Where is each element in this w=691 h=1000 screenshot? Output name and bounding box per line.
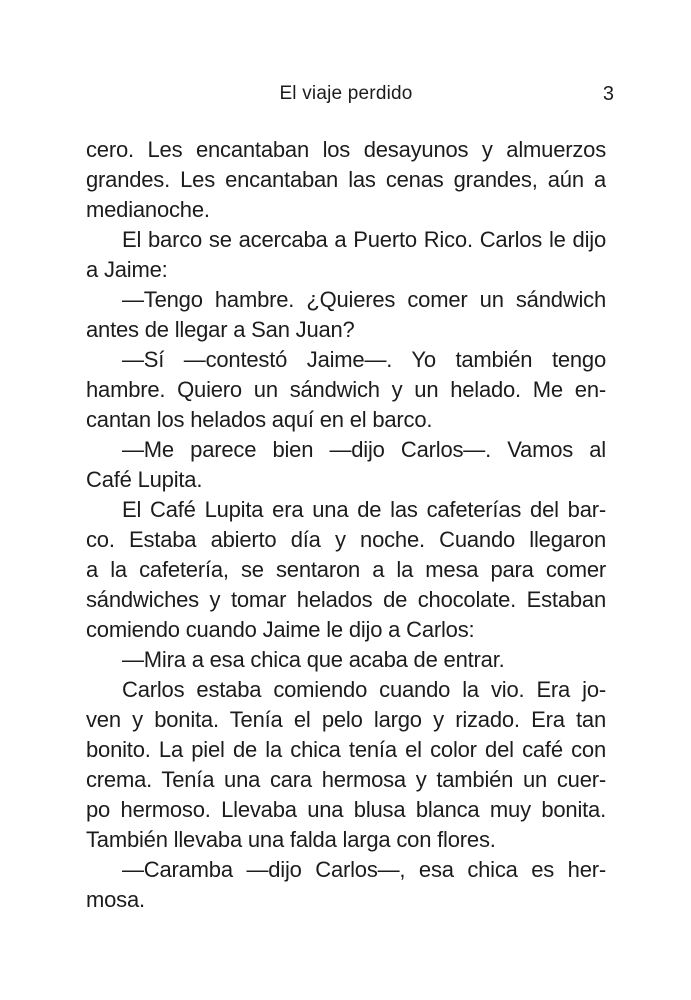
running-head: [86, 80, 614, 108]
text-line: a Jaime:: [86, 257, 168, 282]
text-line: crema. Tenía una cara hermosa y también un cuer-: [86, 767, 606, 792]
text-line: mosa.: [86, 887, 145, 912]
text-line: cantan los helados aquí en el barco.: [86, 407, 433, 432]
text-line: También llevaba una falda larga con flores.: [86, 827, 496, 852]
text-line: grandes. Les encantaban las cenas grandes, aún a: [86, 167, 606, 192]
text-line: comiendo cuando Jaime le dijo a Carlos:: [86, 617, 475, 642]
text-line: ven y bonita. Tenía el pelo largo y rizado. Era tan: [86, 707, 606, 732]
text-line: —Sí —contestó Jaime—. Yo también tengo: [122, 347, 606, 372]
text-line: antes de llegar a San Juan?: [86, 317, 355, 342]
text-line: —Me parece bien —dijo Carlos—. Vamos al: [122, 437, 606, 462]
body-text: [86, 135, 606, 915]
text-line: Carlos estaba comiendo cuando la vio. Era jo-: [122, 677, 606, 702]
text-line: hambre. Quiero un sándwich y un helado. Me en-: [86, 377, 606, 402]
page-number: 3: [602, 83, 614, 105]
text-line: —Tengo hambre. ¿Quieres comer un sándwich: [122, 287, 606, 312]
text-line: —Mira a esa chica que acaba de entrar.: [122, 647, 505, 672]
text-line: a la cafetería, se sentaron a la mesa para comer: [86, 557, 606, 582]
text-line: cero. Les encantaban los desayunos y almuerzos: [86, 137, 606, 162]
text-line: sándwiches y tomar helados de chocolate. Estaban: [86, 587, 606, 612]
text-line: Café Lupita.: [86, 467, 203, 492]
text-line: po hermoso. Llevaba una blusa blanca muy bonita.: [86, 797, 606, 822]
text-line: co. Estaba abierto día y noche. Cuando llegaron: [86, 527, 606, 552]
text-line: El barco se acercaba a Puerto Rico. Carlos le dijo: [122, 227, 606, 252]
text-line: —Caramba —dijo Carlos—, esa chica es her-: [122, 857, 606, 882]
page-header-title: El viaje perdido: [279, 83, 413, 104]
text-line: El Café Lupita era una de las cafeterías del bar-: [122, 497, 606, 522]
text-line: medianoche.: [86, 197, 210, 222]
text-line: bonito. La piel de la chica tenía el color del café con: [86, 737, 606, 762]
